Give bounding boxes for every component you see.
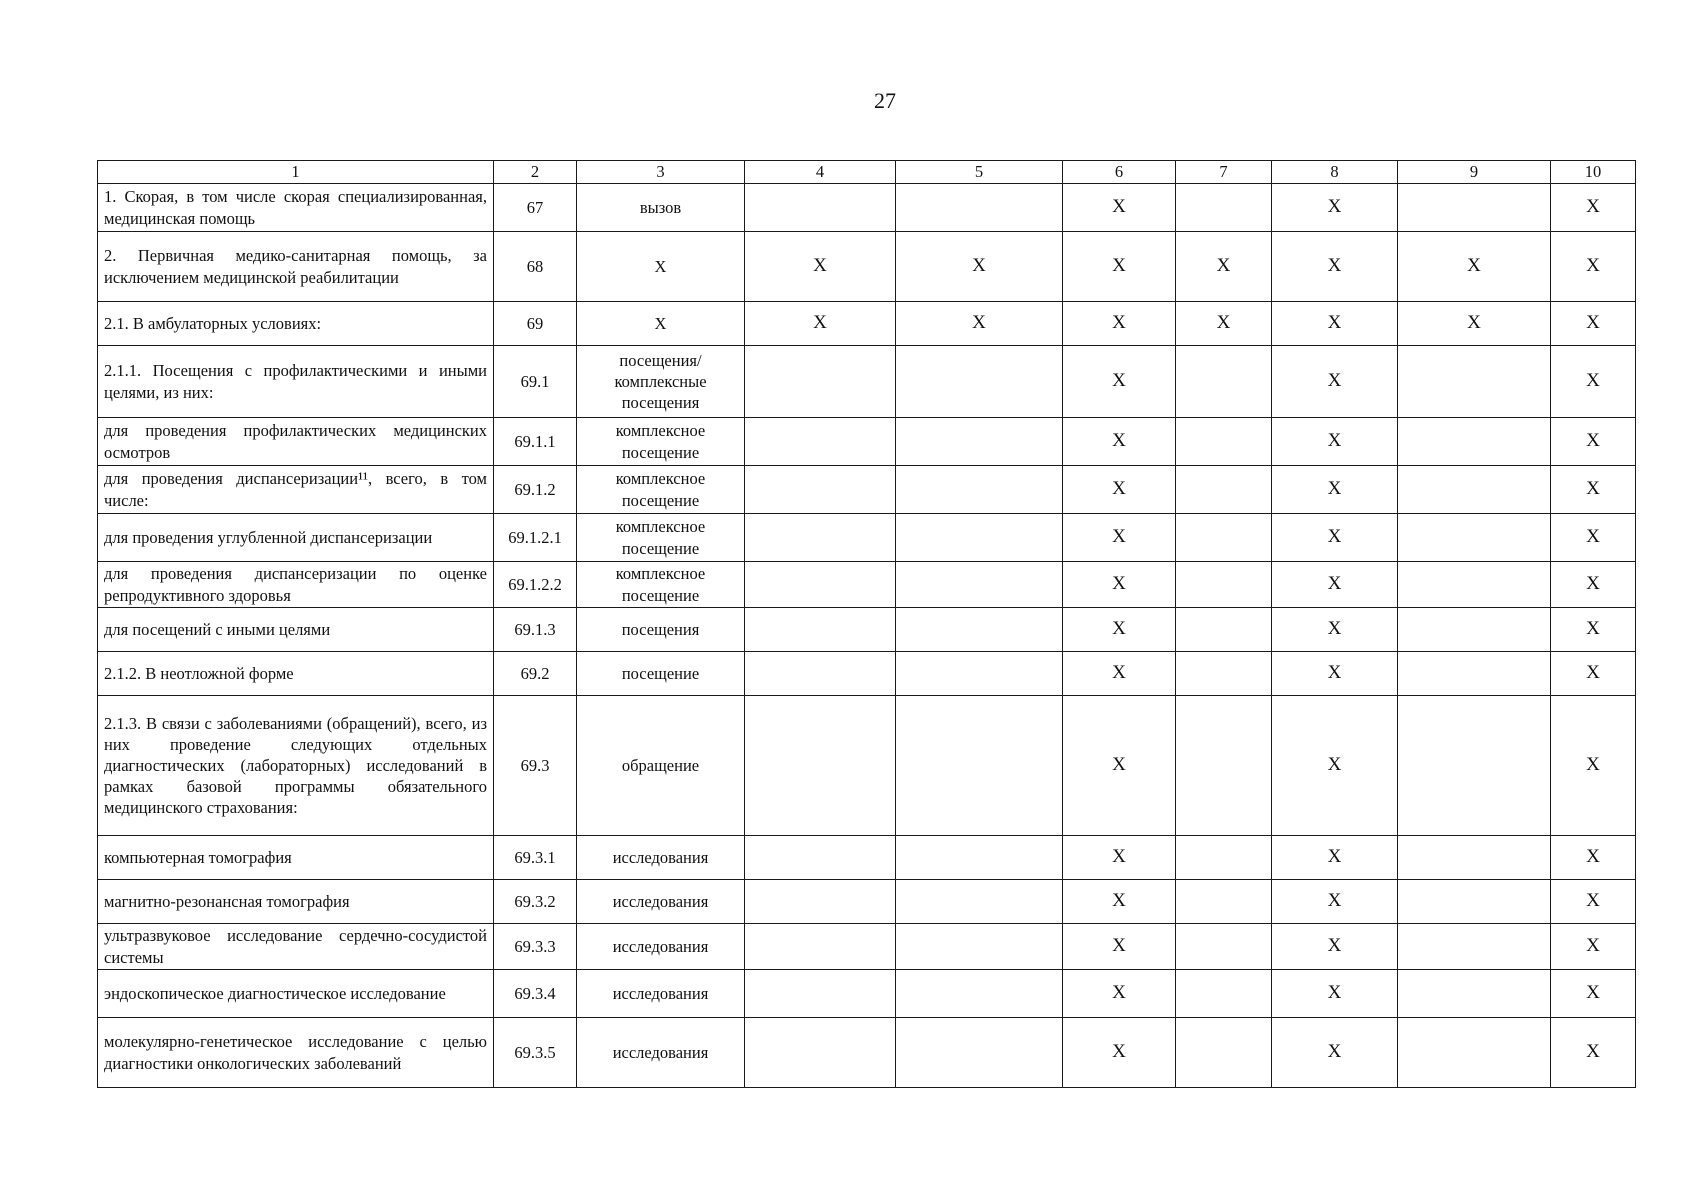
cell-col-4: [745, 608, 896, 652]
cell-col-10: X: [1551, 562, 1636, 608]
cell-col-4: [745, 924, 896, 970]
cell-col-6: X: [1063, 696, 1176, 836]
row-unit-cell: исследования: [577, 836, 745, 880]
row-unit-cell: комплексное посещение: [577, 562, 745, 608]
row-code-cell: 69.3: [494, 696, 577, 836]
table-row: [98, 302, 1636, 346]
cell-col-7: [1176, 1018, 1272, 1088]
table-row: [98, 924, 1636, 970]
cell-col-6: X: [1063, 562, 1176, 608]
column-header-5: 5: [896, 161, 1063, 184]
cell-col-6: X: [1063, 608, 1176, 652]
cell-col-10: X: [1551, 232, 1636, 302]
cell-col-9: [1398, 418, 1551, 466]
cell-col-5: [896, 514, 1063, 562]
cell-col-6: X: [1063, 184, 1176, 232]
cell-col-10: X: [1551, 184, 1636, 232]
cell-col-7: [1176, 880, 1272, 924]
row-code-cell: 69.3.5: [494, 1018, 577, 1088]
row-unit-cell: вызов: [577, 184, 745, 232]
cell-col-7: [1176, 466, 1272, 514]
cell-col-8: X: [1272, 836, 1398, 880]
row-code-cell: 69.1.3: [494, 608, 577, 652]
cell-col-9: X: [1398, 232, 1551, 302]
cell-col-7: X: [1176, 232, 1272, 302]
cell-col-9: [1398, 880, 1551, 924]
cell-col-7: [1176, 836, 1272, 880]
row-name-cell: для проведения профилактических медицинских осмотров: [98, 418, 494, 466]
cell-col-8: X: [1272, 970, 1398, 1018]
cell-col-9: [1398, 562, 1551, 608]
cell-col-6: X: [1063, 346, 1176, 418]
row-name-cell: 2.1.3. В связи с заболеваниями (обращений), всего, из них проведение следующих отдельных диагностических (лабораторных) исследований в рамках базовой программы обязательного медицинского страхования:: [98, 696, 494, 836]
table-row: [98, 836, 1636, 880]
cell-col-8: X: [1272, 184, 1398, 232]
cell-col-8: X: [1272, 562, 1398, 608]
cell-col-10: X: [1551, 302, 1636, 346]
table-row: [98, 184, 1636, 232]
cell-col-6: X: [1063, 652, 1176, 696]
row-name-cell: молекулярно-генетическое исследование с целью диагностики онкологических заболеваний: [98, 1018, 494, 1088]
row-name-cell: 2. Первичная медико-санитарная помощь, за исключением медицинской реабилитации: [98, 232, 494, 302]
cell-col-5: [896, 418, 1063, 466]
row-unit-cell: комплексное посещение: [577, 466, 745, 514]
cell-col-4: [745, 466, 896, 514]
cell-col-10: X: [1551, 970, 1636, 1018]
table-row: [98, 562, 1636, 608]
header-row: [98, 161, 1636, 184]
cell-col-9: [1398, 514, 1551, 562]
cell-col-8: X: [1272, 418, 1398, 466]
row-unit-cell: посещения: [577, 608, 745, 652]
cell-col-4: [745, 652, 896, 696]
cell-col-7: [1176, 418, 1272, 466]
cell-col-9: [1398, 836, 1551, 880]
cell-col-4: [745, 970, 896, 1018]
data-table: [97, 160, 1636, 1088]
row-name-cell: 2.1.1. Посещения с профилактическими и иными целями, из них:: [98, 346, 494, 418]
table-row: [98, 880, 1636, 924]
cell-col-8: X: [1272, 1018, 1398, 1088]
cell-col-9: [1398, 924, 1551, 970]
row-name-cell: 1. Скорая, в том числе скорая специализированная, медицинская помощь: [98, 184, 494, 232]
cell-col-8: X: [1272, 924, 1398, 970]
cell-col-6: X: [1063, 970, 1176, 1018]
cell-col-9: [1398, 466, 1551, 514]
cell-col-5: [896, 836, 1063, 880]
cell-col-5: [896, 696, 1063, 836]
cell-col-8: X: [1272, 696, 1398, 836]
cell-col-6: X: [1063, 232, 1176, 302]
row-code-cell: 69.1.2.1: [494, 514, 577, 562]
cell-col-5: [896, 562, 1063, 608]
cell-col-10: X: [1551, 466, 1636, 514]
cell-col-5: X: [896, 232, 1063, 302]
cell-col-9: [1398, 346, 1551, 418]
cell-col-9: [1398, 652, 1551, 696]
cell-col-7: [1176, 970, 1272, 1018]
row-name-cell: эндоскопическое диагностическое исследование: [98, 970, 494, 1018]
table-row: [98, 418, 1636, 466]
cell-col-8: X: [1272, 232, 1398, 302]
table-row: [98, 466, 1636, 514]
cell-col-9: [1398, 1018, 1551, 1088]
row-name-cell: для проведения углубленной диспансеризации: [98, 514, 494, 562]
row-name-cell: 2.1.2. В неотложной форме: [98, 652, 494, 696]
cell-col-7: X: [1176, 302, 1272, 346]
cell-col-9: [1398, 696, 1551, 836]
table-row: [98, 1018, 1636, 1088]
row-code-cell: 67: [494, 184, 577, 232]
cell-col-4: [745, 880, 896, 924]
row-name-cell: для проведения диспансеризации по оценке репродуктивного здоровья: [98, 562, 494, 608]
row-code-cell: 69.3.2: [494, 880, 577, 924]
column-header-3: 3: [577, 161, 745, 184]
cell-col-4: [745, 1018, 896, 1088]
cell-col-6: X: [1063, 514, 1176, 562]
cell-col-7: [1176, 346, 1272, 418]
row-unit-cell: комплексное посещение: [577, 514, 745, 562]
column-header-2: 2: [494, 161, 577, 184]
cell-col-8: X: [1272, 302, 1398, 346]
column-header-9: 9: [1398, 161, 1551, 184]
cell-col-10: X: [1551, 608, 1636, 652]
page-number: 27: [874, 88, 896, 113]
row-code-cell: 69.3.4: [494, 970, 577, 1018]
cell-col-5: [896, 608, 1063, 652]
row-unit-cell: посещения/комплексные посещения: [577, 346, 745, 418]
row-code-cell: 69.3.1: [494, 836, 577, 880]
cell-col-5: [896, 466, 1063, 514]
cell-col-6: X: [1063, 418, 1176, 466]
cell-col-5: [896, 652, 1063, 696]
cell-col-6: X: [1063, 836, 1176, 880]
cell-col-8: X: [1272, 514, 1398, 562]
row-unit-cell: X: [577, 232, 745, 302]
row-code-cell: 69.3.3: [494, 924, 577, 970]
row-unit-cell: исследования: [577, 924, 745, 970]
cell-col-10: X: [1551, 514, 1636, 562]
cell-col-4: [745, 696, 896, 836]
column-header-6: 6: [1063, 161, 1176, 184]
cell-col-7: [1176, 514, 1272, 562]
row-unit-cell: обращение: [577, 696, 745, 836]
column-header-4: 4: [745, 161, 896, 184]
cell-col-5: [896, 1018, 1063, 1088]
cell-col-10: X: [1551, 418, 1636, 466]
cell-col-5: X: [896, 302, 1063, 346]
cell-col-5: [896, 970, 1063, 1018]
row-code-cell: 69.1.1: [494, 418, 577, 466]
cell-col-4: [745, 418, 896, 466]
row-unit-cell: исследования: [577, 970, 745, 1018]
cell-col-9: [1398, 970, 1551, 1018]
cell-col-10: X: [1551, 696, 1636, 836]
cell-col-4: [745, 562, 896, 608]
cell-col-8: X: [1272, 608, 1398, 652]
cell-col-10: X: [1551, 346, 1636, 418]
cell-col-4: [745, 184, 896, 232]
column-header-7: 7: [1176, 161, 1272, 184]
column-header-10: 10: [1551, 161, 1636, 184]
row-code-cell: 69.1.2.2: [494, 562, 577, 608]
cell-col-8: X: [1272, 880, 1398, 924]
table-row: [98, 696, 1636, 836]
table-row: [98, 514, 1636, 562]
row-unit-cell: исследования: [577, 880, 745, 924]
cell-col-10: X: [1551, 836, 1636, 880]
cell-col-6: X: [1063, 302, 1176, 346]
cell-col-6: X: [1063, 924, 1176, 970]
row-code-cell: 69.2: [494, 652, 577, 696]
row-unit-cell: X: [577, 302, 745, 346]
table-row: [98, 652, 1636, 696]
cell-col-5: [896, 184, 1063, 232]
cell-col-6: X: [1063, 1018, 1176, 1088]
cell-col-5: [896, 880, 1063, 924]
column-header-1: 1: [98, 161, 494, 184]
cell-col-7: [1176, 608, 1272, 652]
row-unit-cell: исследования: [577, 1018, 745, 1088]
table-row: [98, 232, 1636, 302]
cell-col-4: [745, 346, 896, 418]
cell-col-5: [896, 346, 1063, 418]
cell-col-5: [896, 924, 1063, 970]
column-header-8: 8: [1272, 161, 1398, 184]
cell-col-8: X: [1272, 346, 1398, 418]
cell-col-10: X: [1551, 652, 1636, 696]
table-row: [98, 970, 1636, 1018]
row-name-cell: для проведения диспансеризации¹¹, всего, в том числе:: [98, 466, 494, 514]
cell-col-7: [1176, 924, 1272, 970]
cell-col-8: X: [1272, 466, 1398, 514]
row-code-cell: 68: [494, 232, 577, 302]
row-code-cell: 69.1.2: [494, 466, 577, 514]
table-row: [98, 346, 1636, 418]
cell-col-10: X: [1551, 880, 1636, 924]
cell-col-9: [1398, 184, 1551, 232]
cell-col-6: X: [1063, 466, 1176, 514]
cell-col-4: [745, 836, 896, 880]
row-code-cell: 69.1: [494, 346, 577, 418]
row-unit-cell: комплексное посещение: [577, 418, 745, 466]
cell-col-4: X: [745, 302, 896, 346]
row-name-cell: 2.1. В амбулаторных условиях:: [98, 302, 494, 346]
cell-col-7: [1176, 184, 1272, 232]
cell-col-8: X: [1272, 652, 1398, 696]
row-name-cell: магнитно-резонансная томография: [98, 880, 494, 924]
cell-col-6: X: [1063, 880, 1176, 924]
row-name-cell: компьютерная томография: [98, 836, 494, 880]
cell-col-4: [745, 514, 896, 562]
cell-col-7: [1176, 696, 1272, 836]
cell-col-9: X: [1398, 302, 1551, 346]
row-unit-cell: посещение: [577, 652, 745, 696]
row-name-cell: ультразвуковое исследование сердечно-сосудистой системы: [98, 924, 494, 970]
cell-col-10: X: [1551, 924, 1636, 970]
row-name-cell: для посещений с иными целями: [98, 608, 494, 652]
cell-col-7: [1176, 652, 1272, 696]
cell-col-4: X: [745, 232, 896, 302]
cell-col-9: [1398, 608, 1551, 652]
cell-col-10: X: [1551, 1018, 1636, 1088]
cell-col-7: [1176, 562, 1272, 608]
row-code-cell: 69: [494, 302, 577, 346]
table-row: [98, 608, 1636, 652]
